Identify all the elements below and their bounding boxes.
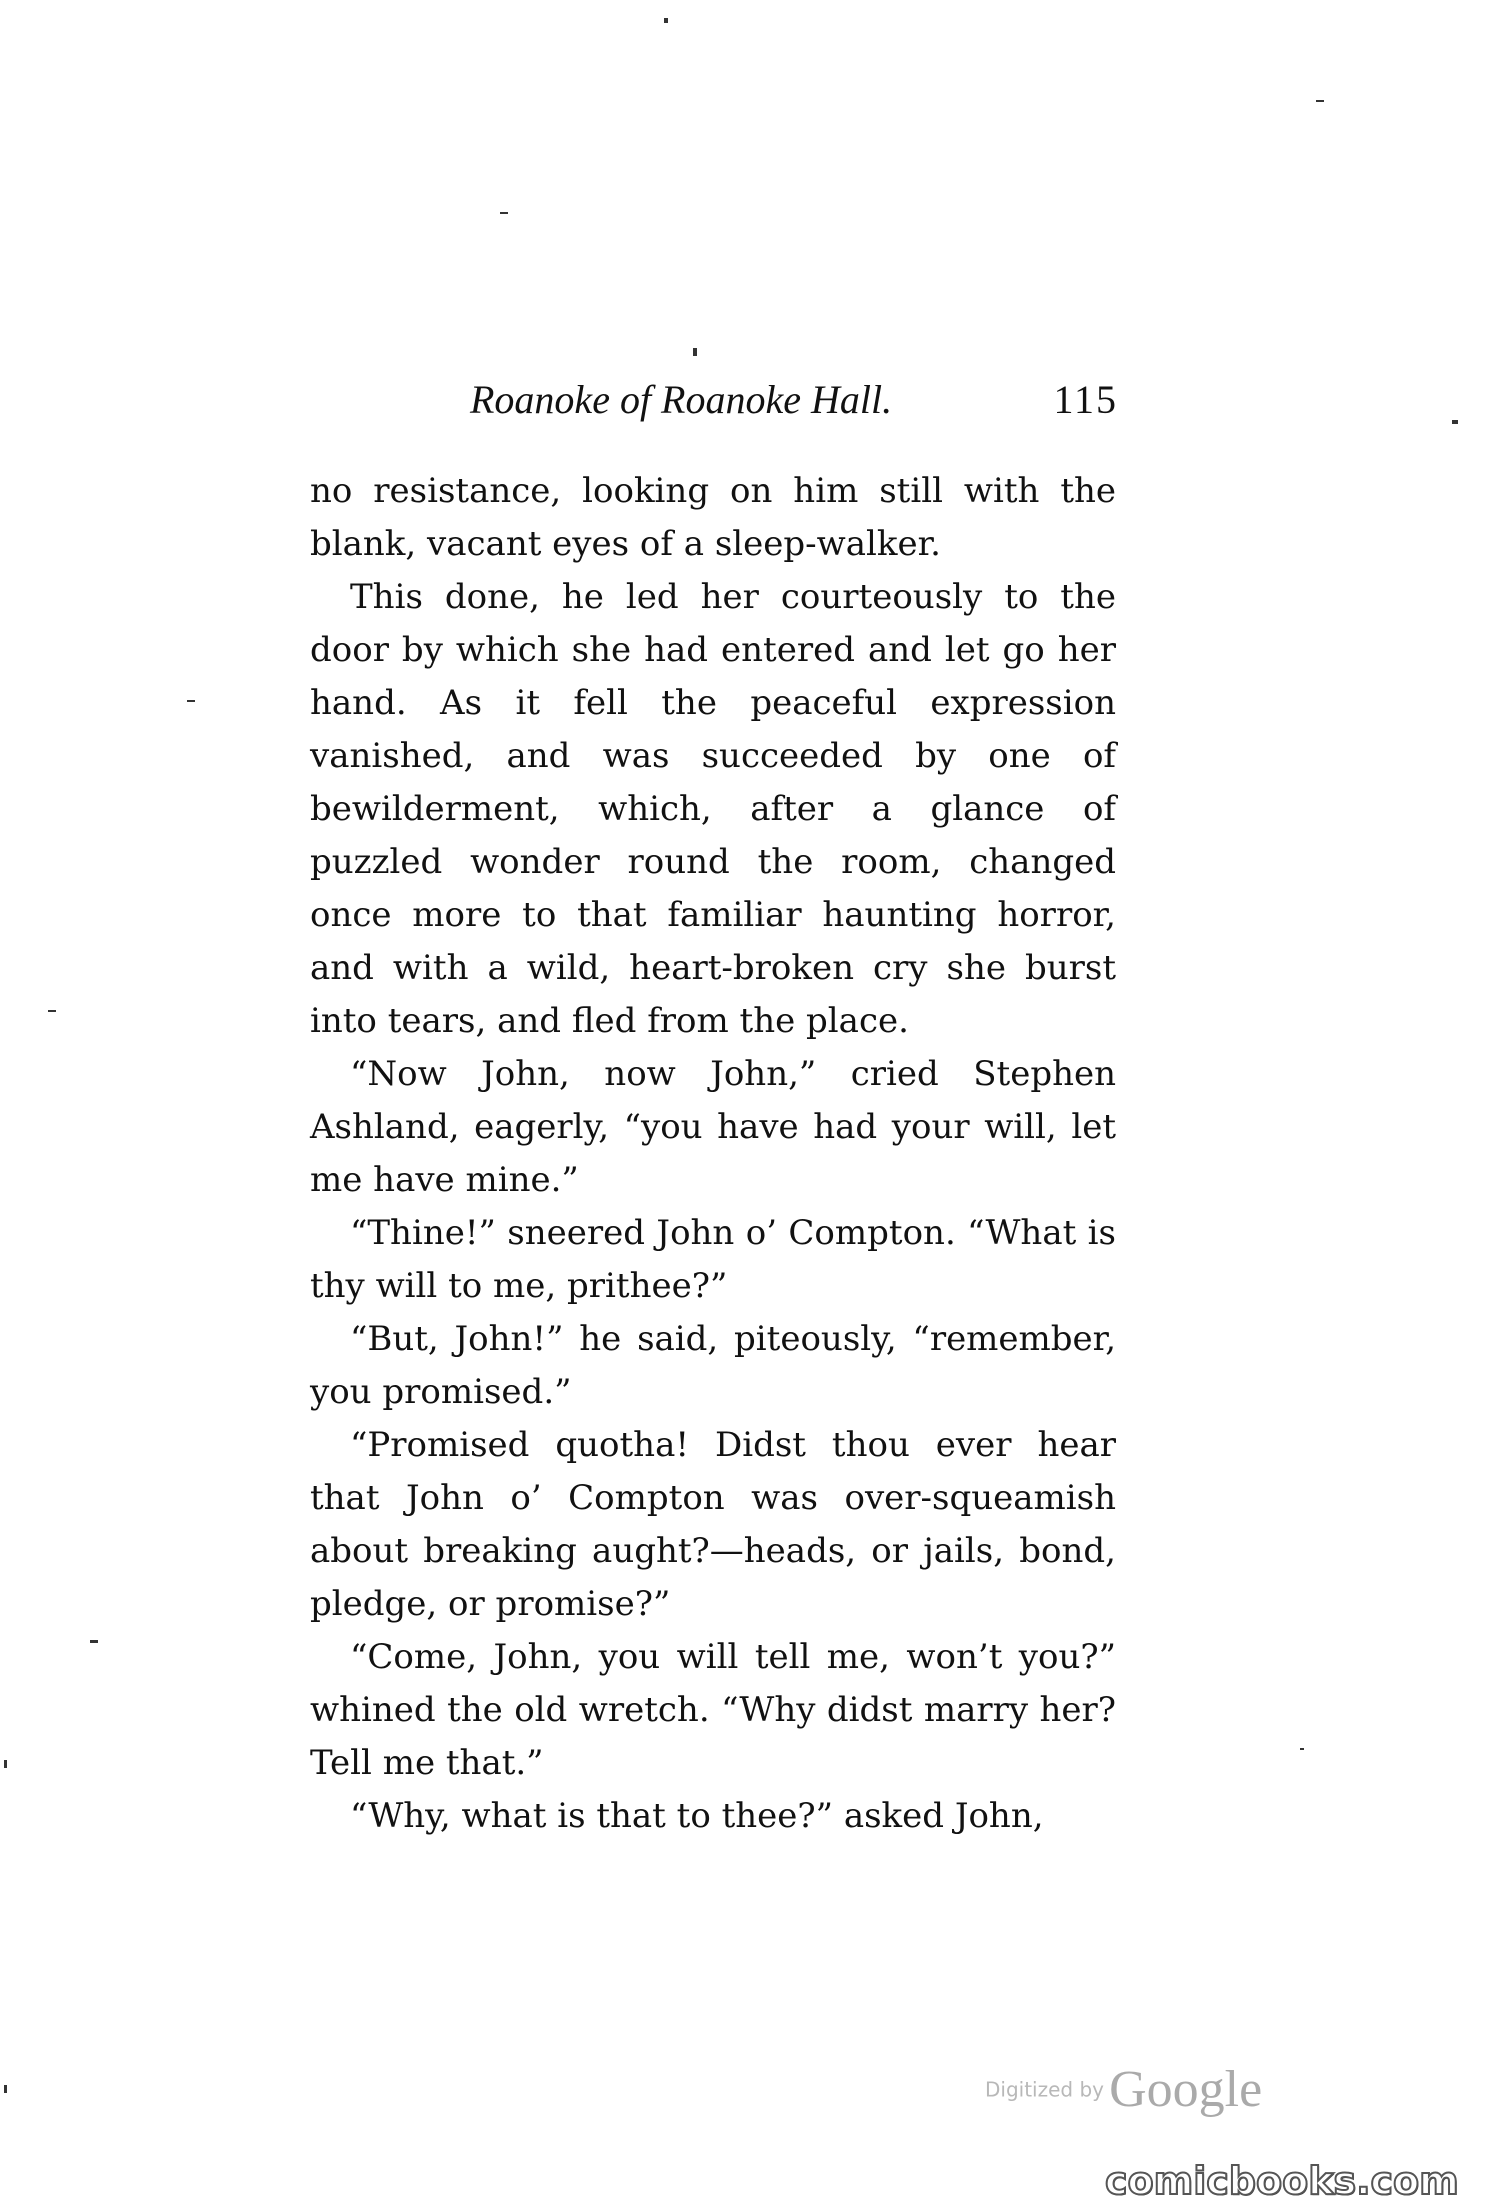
- scan-speck: [48, 1010, 56, 1012]
- page-header: [470, 376, 1118, 436]
- scan-speck: [187, 700, 195, 702]
- body-text: [310, 465, 1116, 1843]
- google-logo: Google: [1109, 2061, 1263, 2118]
- google-watermark: [985, 2060, 1285, 2120]
- paragraph: “Come, John, you will tell me, won’t you?” whined the old wretch. “Why didst marry her? Tell me that.”: [310, 1637, 1116, 1783]
- comicbooks-watermark: comicbooks.com: [1105, 2159, 1459, 2203]
- scan-speck: [1452, 420, 1458, 424]
- scan-speck: [500, 212, 508, 214]
- scan-speck: [4, 2085, 7, 2093]
- paragraph: “Thine!” sneered John o’ Compton. “What is thy will to me, prithee?”: [310, 1213, 1116, 1306]
- scan-speck: [693, 348, 697, 356]
- scan-speck: [1316, 100, 1324, 102]
- page-number: 115: [1053, 377, 1118, 422]
- scan-speck: [1300, 1748, 1304, 1750]
- scan-speck: [90, 1640, 98, 1643]
- paragraph: no resistance, looking on him still with the blank, vacant eyes of a sleep-walker.: [310, 471, 1116, 564]
- paragraph: “Promised quotha! Didst thou ever hear that John o’ Compton was over-squeamish about breaking aught?—heads, or jails, bond, pledge, or promise?”: [310, 1425, 1116, 1624]
- scan-speck: [664, 18, 668, 23]
- paragraph: This done, he led her courteously to the door by which she had entered and let go her hand. As it fell the peaceful expression vanished, and was succeeded by one of bewilderment, which, after a glance of puzzled wonder round the room, changed once more to that familiar haunting horror, and with a wild, heart-broken cry she burst into tears, and fled from the place.: [310, 577, 1116, 1041]
- paragraph: “But, John!” he said, piteously, “remember, you promised.”: [310, 1319, 1116, 1412]
- running-title: Roanoke of Roanoke Hall.: [470, 377, 893, 422]
- paragraph: “Now John, now John,” cried Stephen Ashland, eagerly, “you have had your will, let me have mine.”: [310, 1054, 1116, 1200]
- scan-speck: [4, 1760, 7, 1768]
- paragraph: “Why, what is that to thee?” asked John,: [350, 1796, 1044, 1836]
- digitized-by-label: Digitized by: [985, 2077, 1104, 2102]
